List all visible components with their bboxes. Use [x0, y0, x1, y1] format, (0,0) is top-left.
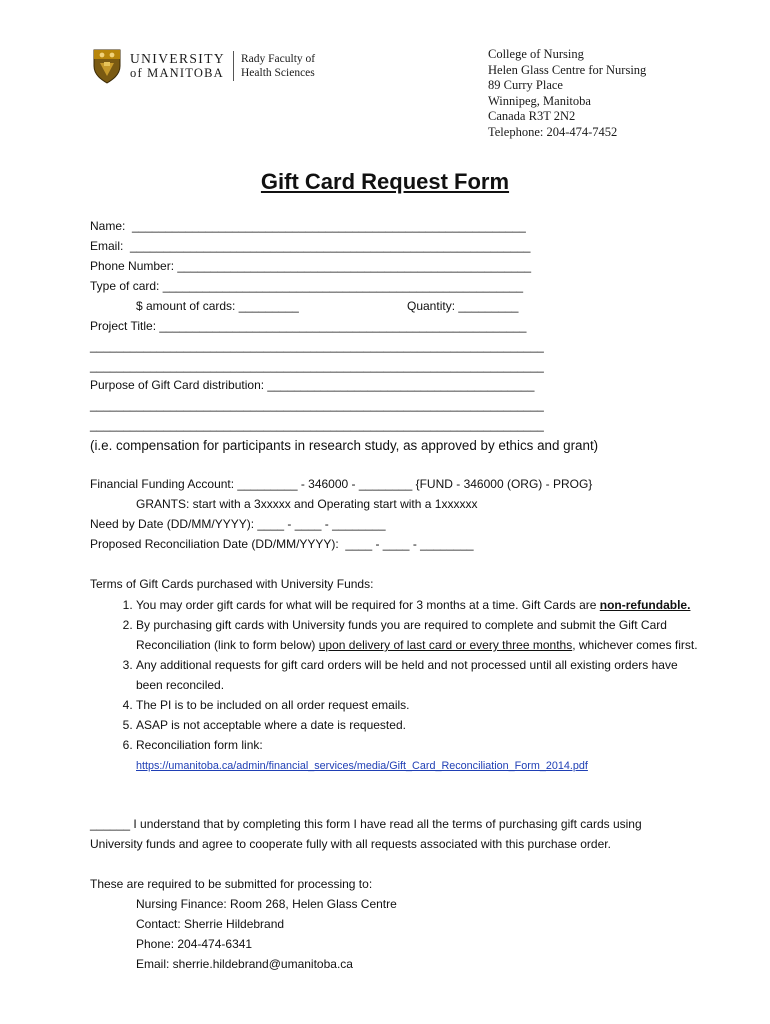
purpose-continuation[interactable]: ____________________________________________________________________: [90, 418, 544, 432]
email-field[interactable]: Email: ____________________________________________________________: [90, 239, 531, 253]
reconciliation-form-link[interactable]: https://umanitoba.ca/admin/financial_services/media/Gift_Card_Reconciliation_Form_2014.pdf: [136, 760, 588, 772]
university-name-line1: UNIVERSITY: [130, 51, 225, 66]
funding-account-field[interactable]: Financial Funding Account: _________ - 346000 - ________ {FUND - 346000 (ORG) - PROG}: [90, 477, 593, 491]
amount-field[interactable]: $ amount of cards: _________: [136, 299, 299, 313]
address-line: Canada R3T 2N2: [488, 109, 576, 124]
reconciliation-date-field[interactable]: Proposed Reconciliation Date (DD/MM/YYYY): ____ - ____ - ________: [90, 537, 474, 551]
name-field[interactable]: Name: ___________________________________________________________: [90, 219, 526, 233]
project-title-continuation[interactable]: ____________________________________________________________________: [90, 359, 544, 373]
non-refundable-text: non-refundable.: [599, 598, 691, 612]
term-text: Reconciliation form link:: [136, 738, 263, 752]
address-line: 89 Curry Place: [488, 78, 563, 93]
address-line: Helen Glass Centre for Nursing: [488, 62, 647, 77]
term-text: , whichever comes first.: [572, 638, 698, 652]
university-name: [130, 52, 225, 80]
quantity-field[interactable]: Quantity: _________: [407, 299, 519, 313]
purpose-field[interactable]: Purpose of Gift Card distribution: ________________________________________: [90, 378, 535, 392]
purpose-note: (i.e. compensation for participants in research study, as approved by ethics and grant): [90, 438, 599, 453]
address-line: Winnipeg, Manitoba: [488, 93, 591, 108]
logo-divider: [233, 51, 234, 81]
terms-list: [90, 595, 704, 776]
list-item: 5. ASAP is not acceptable where a date is requested.: [136, 715, 704, 735]
list-item: 4. The PI is to be included on all order request emails.: [136, 695, 704, 715]
faculty-line1: Rady Faculty of: [241, 53, 316, 65]
terms-heading: Terms of Gift Cards purchased with University Funds:: [90, 577, 374, 591]
university-crest-icon: [92, 48, 122, 84]
term-text: By purchasing gift cards with University funds you are required to complete and submit the Gift Card Reconciliation (link to form below): [136, 618, 667, 652]
terms-section: [90, 577, 704, 776]
address-line: College of Nursing: [488, 47, 584, 61]
list-item: 3. Any additional requests for gift card orders will be held and not processed until all existing orders have been reconciled.: [136, 655, 704, 695]
submission-line: Email: sherrie.hildebrand@umanitoba.ca: [136, 957, 353, 971]
list-item: [136, 595, 704, 615]
agreement-statement[interactable]: ______ I understand that by completing this form I have read all the terms of purchasing gift cards using University funds and agree to cooperate fully with all requests associated with this purchase order.: [90, 817, 642, 851]
card-type-field[interactable]: Type of card: ______________________________________________________: [90, 279, 524, 293]
university-logo: [92, 46, 315, 86]
faculty-name: [241, 52, 315, 80]
submission-section: [90, 874, 397, 974]
form-title: Gift Card Request Form: [260, 169, 510, 194]
submission-line: Nursing Finance: Room 268, Helen Glass Centre: [136, 897, 397, 911]
submission-line: Contact: Sherrie Hildebrand: [136, 917, 285, 931]
university-name-line2: of MANITOBA: [130, 66, 224, 80]
list-item: [136, 615, 704, 655]
list-item: [136, 735, 704, 776]
submission-heading: These are required to be submitted for processing to:: [90, 877, 373, 891]
address-line: Telephone: 204-474-7452: [488, 124, 618, 139]
project-title-field[interactable]: Project Title: _______________________________________________________: [90, 319, 527, 333]
project-title-continuation[interactable]: ____________________________________________________________________: [90, 339, 544, 353]
grants-note: GRANTS: start with a 3xxxxx and Operating start with a 1xxxxxx: [136, 497, 478, 511]
college-address: [488, 47, 646, 141]
faculty-line2: Health Sciences: [241, 67, 315, 79]
purpose-continuation[interactable]: ____________________________________________________________________: [90, 398, 544, 412]
phone-field[interactable]: Phone Number: _____________________________________________________: [90, 259, 532, 273]
term-deadline-text: upon delivery of last card or every three months: [318, 638, 573, 652]
need-by-date-field[interactable]: Need by Date (DD/MM/YYYY): ____ - ____ - ________: [90, 517, 386, 531]
submission-line: Phone: 204-474-6341: [136, 937, 253, 951]
term-text: You may order gift cards for what will be required for 3 months at a time. Gift Cards are: [136, 598, 600, 612]
